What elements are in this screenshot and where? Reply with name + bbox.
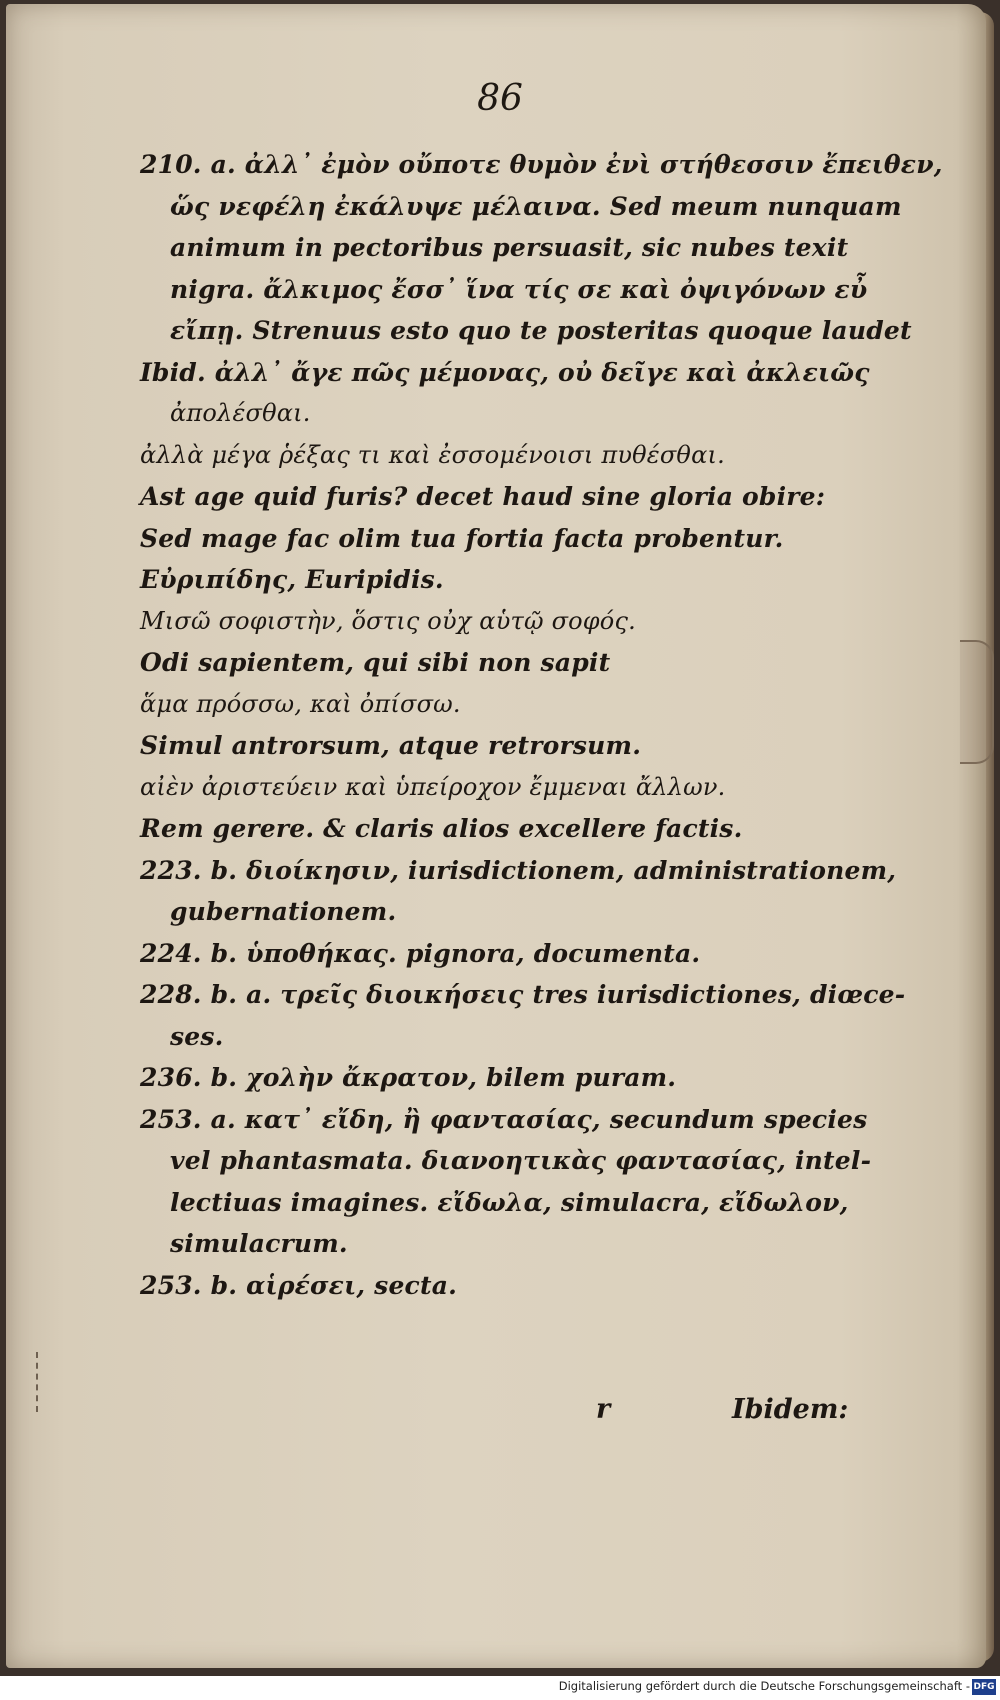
text-line: nigra. ἄλκιμος ἔσσ᾽ ἵνα τίς σε καὶ ὀψιγόνων εὖ	[170, 274, 868, 304]
text-line: 210. a. ἀλλ᾽ ἐμὸν οὔποτε θυμὸν ἐνὶ στήθεσσιν ἔπειθεν,	[140, 150, 943, 179]
text-line: ἅμα πρόσσω, καὶ ὀπίσσω.	[140, 689, 461, 718]
text-line: Sed mage fac olim tua fortia facta probentur.	[140, 523, 784, 553]
text-line: Μισῶ σοφιστὴν, ὅστις οὐχ αὑτῷ σοφός.	[140, 606, 636, 635]
funding-credit: Digitalisierung gefördert durch die Deutsche Forschungsgemeinschaft -	[558, 1679, 970, 1693]
text-line: ἀπολέσθαι.	[170, 399, 311, 427]
text-line: ses.	[170, 1021, 224, 1051]
text-line: animum in pectoribus persuasit, sic nubes texit	[170, 233, 849, 262]
signature-mark: r	[596, 1394, 611, 1425]
text-line: Ast age quid furis? decet haud sine gloria obire:	[140, 482, 826, 511]
page-number: 86	[477, 78, 523, 119]
text-line: Rem gerere. & claris alios excellere factis.	[140, 814, 743, 843]
text-line: 253. b. αἱρέσει, secta.	[140, 1270, 458, 1300]
text-line: gubernationem.	[170, 897, 397, 926]
catchword: Ibidem:	[732, 1394, 849, 1425]
dfg-logo: DFG	[972, 1679, 996, 1695]
text-line: 224. b. ὑποθήκας. pignora, documenta.	[140, 938, 701, 968]
text-line: ὥς νεφέλη ἐκάλυψε μέλαινα. Sed meum nunquam	[170, 191, 902, 221]
text-line: 236. b. χολὴν ἄκρατον, bilem puram.	[140, 1063, 677, 1092]
text-line: Εὐριπίδης, Euripidis.	[140, 565, 444, 594]
text-line: Ibid. ἀλλ᾽ ἄγε πῶς μέμονας, οὐ δεῖγε καὶ ἀκλειῶς	[140, 357, 870, 387]
text-line: Simul antrorsum, atque retrorsum.	[140, 731, 642, 760]
text-line: 228. b. a. τρεῖς διοικήσεις tres iurisdictiones, diœce-	[140, 980, 906, 1009]
text-line: simulacrum.	[170, 1229, 348, 1258]
text-line: εἴπῃ. Strenuus esto quo te posteritas quoque laudet	[170, 316, 912, 345]
text-line: vel phantasmata. διανοητικὰς φαντασίας, intel-	[170, 1146, 872, 1175]
text-line: Odi sapientem, qui sibi non sapit	[140, 648, 611, 677]
text-line: 253. a. κατ᾽ εἴδη, ἢ φαντασίας, secundum species	[140, 1104, 868, 1134]
text-line: lectiuas imagines. εἴδωλα, simulacra, εἴδωλον,	[170, 1187, 849, 1217]
catch-line	[0, 1386, 1000, 1436]
digitization-footer	[0, 1676, 1000, 1700]
text-line: αἰὲν ἀριστεύειν καὶ ὑπείροχον ἔμμεναι ἄλλων.	[140, 772, 726, 801]
text-line: 223. b. διοίκησιν, iurisdictionem, administrationem,	[140, 855, 897, 885]
text-block	[140, 144, 943, 1306]
text-line: ἀλλὰ μέγα ῥέξας τι καὶ ἐσσομένοισι πυθέσθαι.	[140, 440, 725, 469]
book-clasp	[960, 640, 994, 764]
